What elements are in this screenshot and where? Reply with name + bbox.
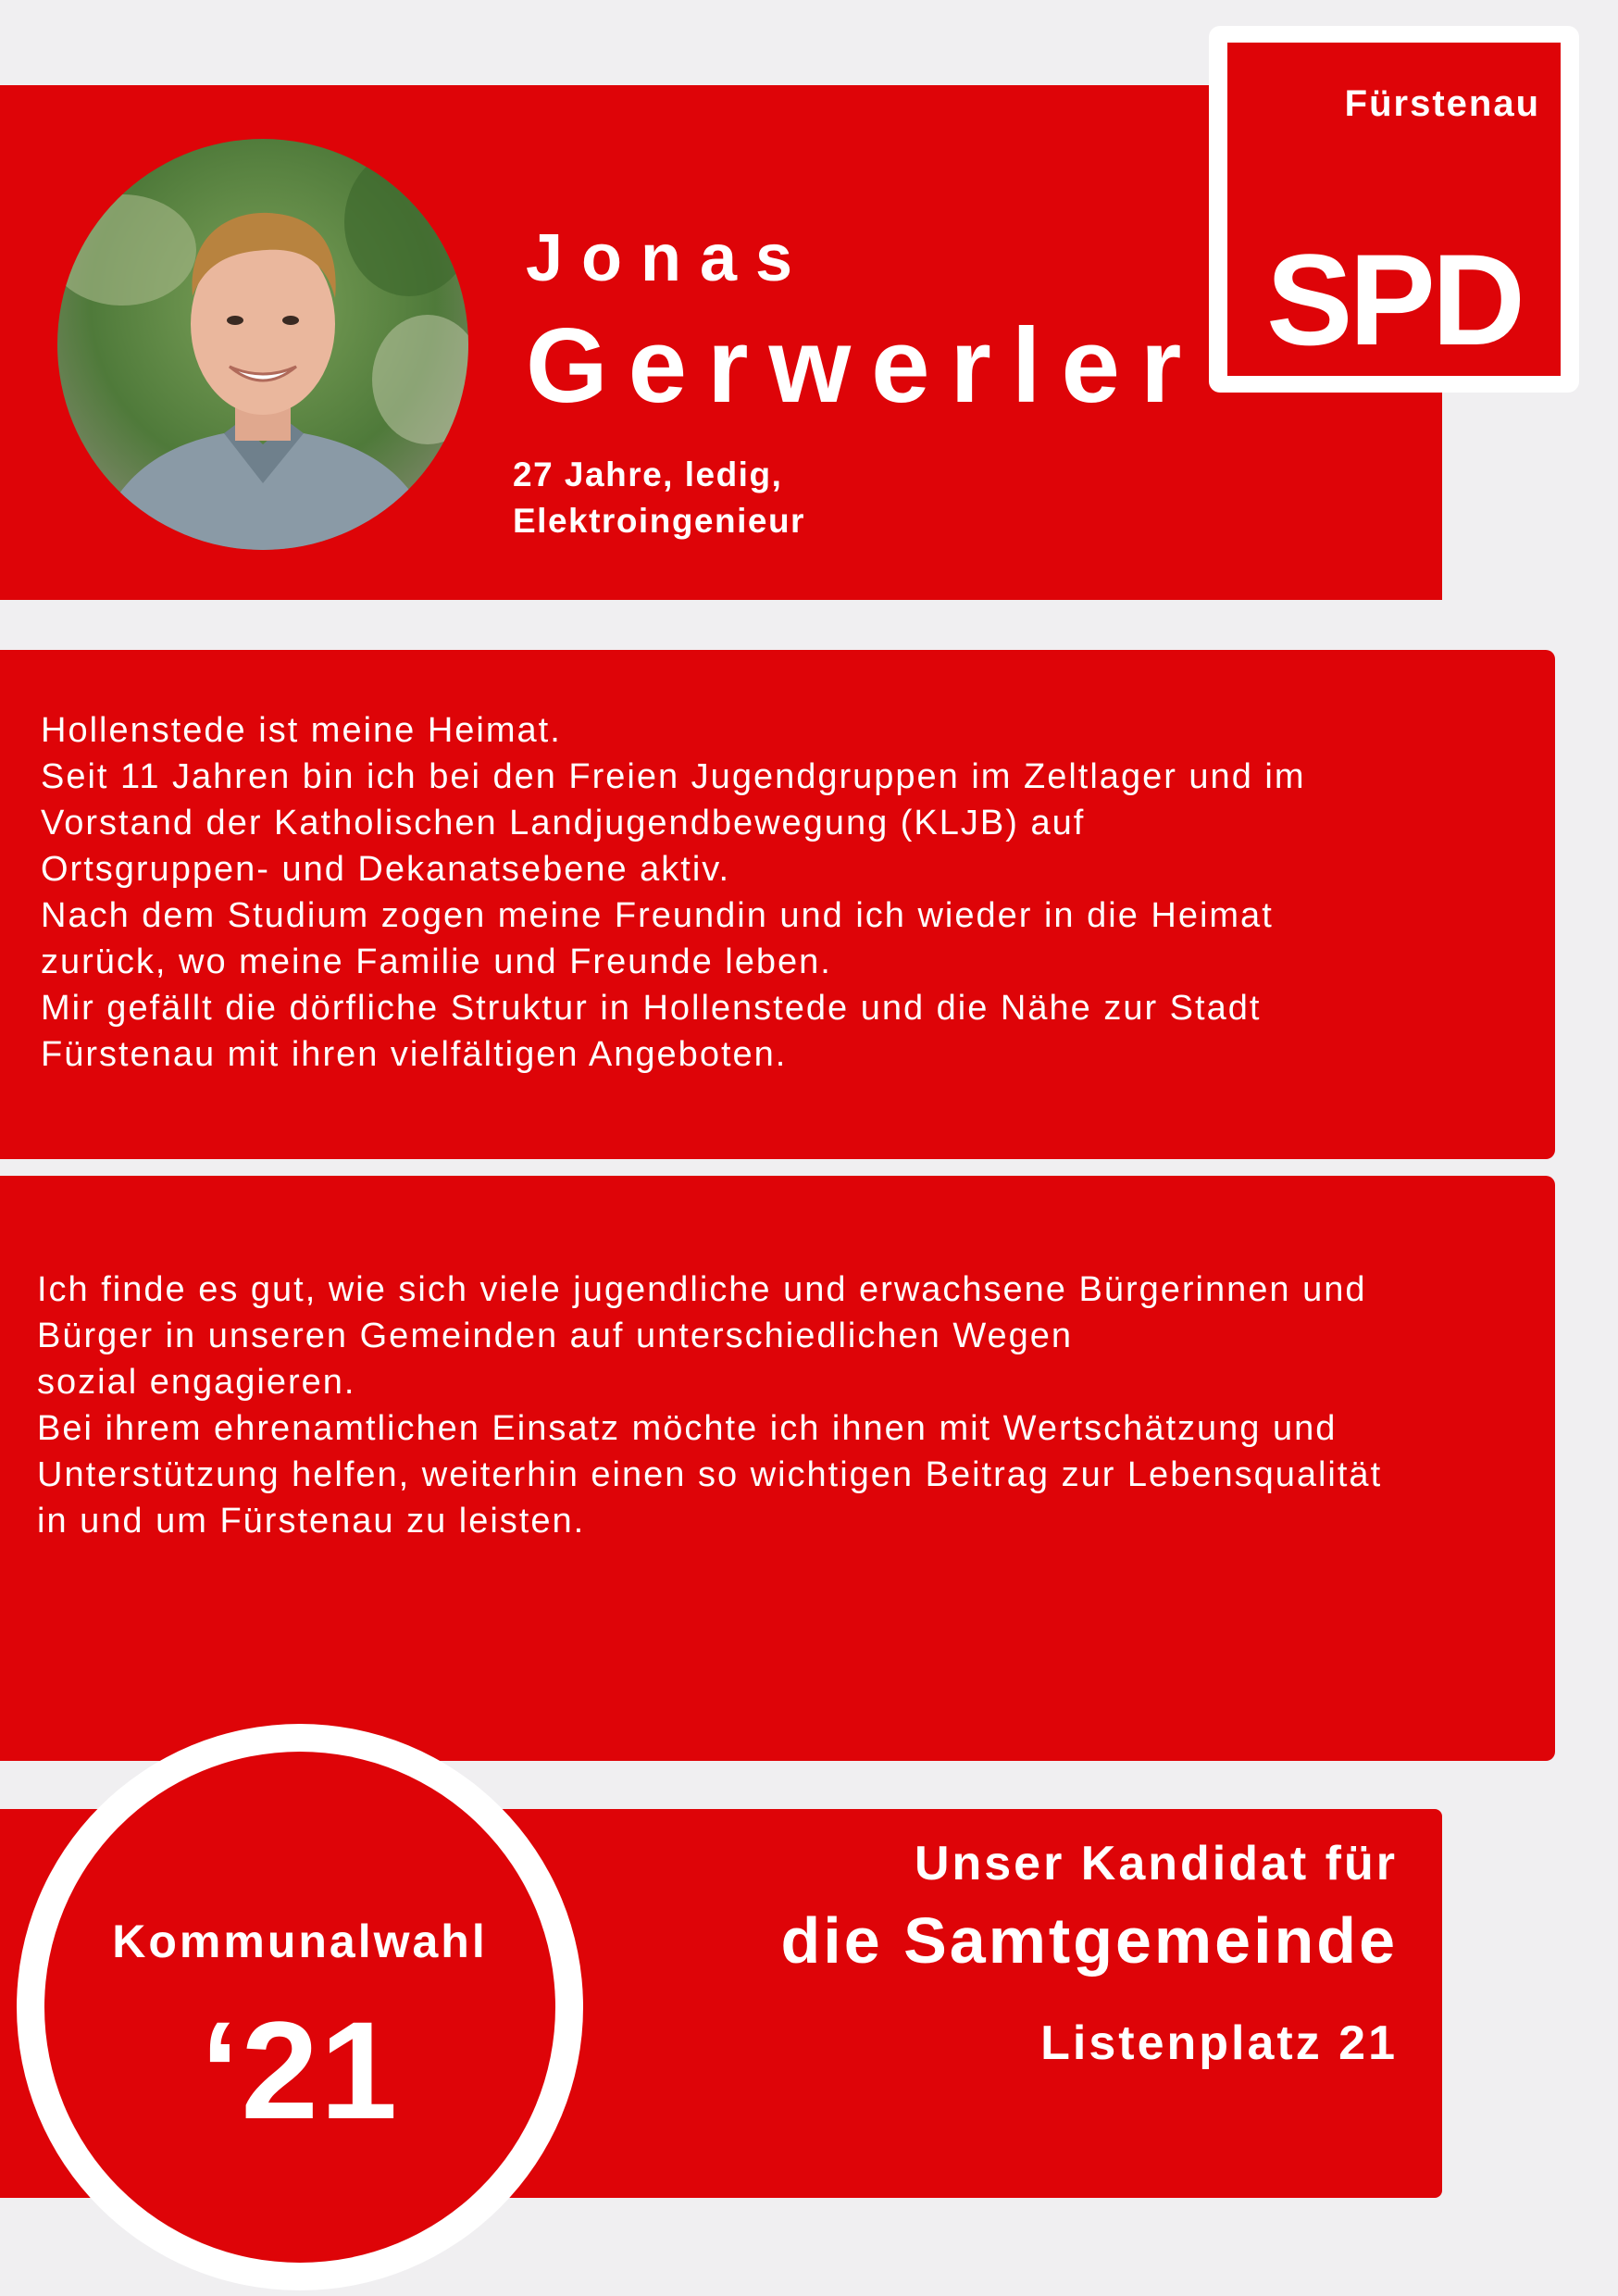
election-badge: [17, 1724, 583, 2290]
spd-logo-box: [1227, 43, 1561, 376]
list-position: Listenplatz 21: [1040, 2016, 1398, 2070]
motivation-text: [37, 1267, 1382, 1544]
logo-party-name: SPD: [1266, 227, 1522, 372]
candidate-first-name: Jonas: [526, 221, 812, 295]
motivation-line: Ich finde es gut, wie sich viele jugendliche und erwachsene Bürgerinnen und: [37, 1270, 1367, 1309]
community-heading: die Samtgemeinde: [780, 1904, 1398, 1977]
spd-logo: [1209, 26, 1579, 393]
candidate-profession: Elektroingenieur: [513, 502, 805, 540]
logo-town-name: Fürstenau: [1344, 83, 1540, 124]
motivation-line: Bürger in unseren Gemeinden auf unterschiedlichen Wegen: [37, 1316, 1074, 1355]
about-line: Fürstenau mit ihren vielfältigen Angeboten.: [41, 1035, 788, 1074]
candidate-last-name: Gerwerler: [526, 307, 1202, 425]
election-label: Kommunalwahl: [112, 1915, 488, 1967]
about-line: Seit 11 Jahren bin ich bei den Freien Jugendgruppen im Zeltlager und im: [41, 757, 1306, 796]
about-line: Vorstand der Katholischen Landjugendbewegung (KLJB) auf: [41, 804, 1086, 842]
candidate-photo: [57, 139, 468, 550]
footer-texts: [780, 1831, 1398, 2076]
motivation-line: Unterstützung helfen, weiterhin einen so wichtigen Beitrag zur Lebensqualität: [37, 1455, 1383, 1494]
election-badge-inner: [44, 1752, 555, 2263]
election-year: ‘21: [200, 1992, 400, 2148]
motivation-line: Bei ihrem ehrenamtlichen Einsatz möchte ich ihnen mit Wertschätzung und: [37, 1409, 1338, 1448]
candidate-age-status: 27 Jahre, ledig,: [513, 455, 783, 493]
candidate-details: [513, 452, 805, 544]
candidate-heading: Unser Kandidat für: [914, 1837, 1398, 1890]
motivation-line: sozial engagieren.: [37, 1363, 356, 1402]
about-text: [41, 707, 1305, 1078]
motivation-line: in und um Fürstenau zu leisten.: [37, 1502, 586, 1541]
about-line: Hollenstede ist meine Heimat.: [41, 711, 562, 750]
about-line: Mir gefällt die dörfliche Struktur in Hollenstede und die Nähe zur Stadt: [41, 989, 1262, 1028]
about-line: zurück, wo meine Familie und Freunde leben.: [41, 942, 832, 981]
about-line: Nach dem Studium zogen meine Freundin und ich wieder in die Heimat: [41, 896, 1274, 935]
about-line: Ortsgruppen- und Dekanatsebene aktiv.: [41, 850, 731, 889]
